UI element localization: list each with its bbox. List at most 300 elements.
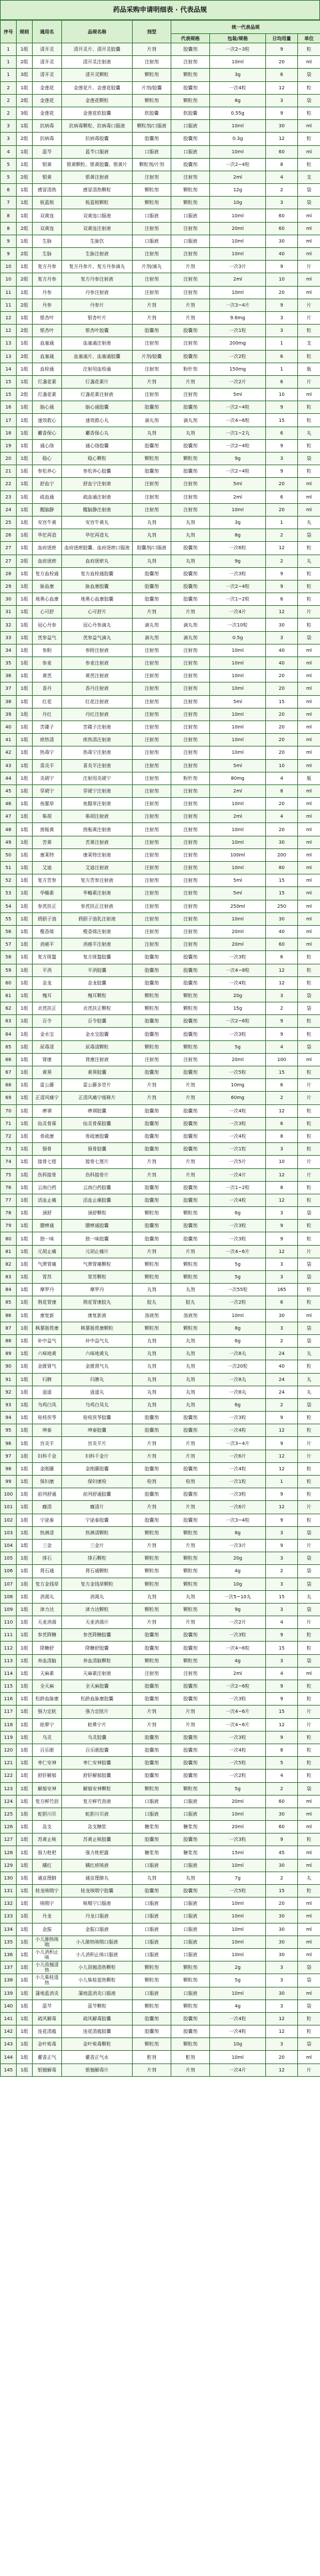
- cell-daily-dose: 2: [266, 529, 298, 542]
- cell-seq: 110: [1, 1616, 17, 1629]
- cell-seq: 129: [1, 1859, 17, 1872]
- cell-generic-name: 康复新: [33, 1309, 62, 1322]
- cell-dosage-form: 胶囊剂: [133, 1143, 171, 1156]
- cell-dosage-form: 注射剂: [133, 273, 171, 286]
- cell-product-name: 气滞胃痛颗粒: [62, 1258, 133, 1270]
- cell-generic-name: 小儿肺热咳喘: [33, 1935, 62, 1948]
- cell-pack: 一次2~4粒: [210, 465, 266, 478]
- cell-rep-spec: 丸剂: [171, 555, 210, 567]
- cell-generic-name: 独一味: [33, 1232, 62, 1245]
- cell-product-name: 冠心丹参滴丸: [62, 619, 133, 631]
- cell-product-name: 胃苏颗粒: [62, 1271, 133, 1284]
- cell-pack: 一次4~6片: [210, 1245, 266, 1258]
- cell-daily-dose: 1: [266, 1476, 298, 1488]
- cell-generic-name: 榄香烯: [33, 925, 62, 938]
- table-row: [1, 1885, 320, 1898]
- cell-pack: 10ml: [210, 644, 266, 656]
- cell-product-name: 藿香正气水: [62, 2051, 133, 2063]
- cell-dosage-form: 注射剂: [133, 670, 171, 682]
- table-row: [1, 862, 320, 874]
- cell-dosage-form: 糖浆剂: [133, 1846, 171, 1859]
- table-row: [1, 1935, 320, 1948]
- cell-daily-dose: 20: [266, 798, 298, 810]
- table-row: [1, 1194, 320, 1206]
- cell-rep-spec: 片剂: [171, 1168, 210, 1181]
- cell-dosage-form: 胶囊剂: [133, 2025, 171, 2038]
- cell-rep-spec: 酊剂: [171, 2051, 210, 2063]
- cell-daily-dose: 8: [266, 784, 298, 797]
- cell-group: 1组: [17, 836, 33, 848]
- cell-product-name: 华佗再造丸: [62, 529, 133, 542]
- cell-rep-spec: 胶囊剂: [171, 81, 210, 94]
- cell-rep-spec: 颗粒剂: [171, 94, 210, 107]
- cell-daily-dose: 12: [266, 1194, 298, 1206]
- cell-generic-name: 茵栀黄: [33, 823, 62, 836]
- cell-daily-dose: 9: [266, 1232, 298, 1245]
- cell-seq: 113: [1, 1654, 17, 1667]
- table-row: [1, 798, 320, 810]
- cell-group: 1组: [17, 848, 33, 861]
- cell-rep-spec: 胶囊剂: [171, 1514, 210, 1526]
- cell-group: 2组: [17, 555, 33, 567]
- cell-dosage-form: 片剂/滴丸: [133, 261, 171, 273]
- cell-product-name: 舒血宁注射液: [62, 478, 133, 491]
- table-row: [1, 414, 320, 427]
- cell-daily-dose: 12: [266, 606, 298, 619]
- cell-seq: 60: [1, 976, 17, 989]
- table-row: [1, 1398, 320, 1411]
- cell-dosage-form: 颗粒剂: [133, 184, 171, 197]
- cell-dosage-form: 丸剂: [133, 555, 171, 567]
- cell-product-name: 参芪降糖胶囊: [62, 1629, 133, 1642]
- cell-rep-spec: 颗粒剂: [171, 69, 210, 81]
- cell-seq: 11: [1, 286, 17, 299]
- cell-unit: 粒: [298, 1181, 320, 1194]
- cell-product-name: 前列舒通胶囊: [62, 1488, 133, 1501]
- cell-pack: 一次2~6粒: [210, 1015, 266, 1028]
- col-header-rep-group: 统一代表品规: [171, 21, 320, 34]
- cell-generic-name: 芪参益气: [33, 631, 62, 644]
- cell-product-name: 注射用炎琥宁: [62, 772, 133, 784]
- table-header: [1, 21, 320, 43]
- cell-product-name: 贞芪扶正颗粒: [62, 1002, 133, 1015]
- cell-dosage-form: 胶囊剂: [133, 1194, 171, 1206]
- cell-daily-dose: 9: [266, 107, 298, 119]
- cell-unit: 袋: [298, 453, 320, 465]
- cell-group: 1组: [17, 1168, 33, 1181]
- cell-seq: 91: [1, 1373, 17, 1386]
- cell-daily-dose: 40: [266, 248, 298, 261]
- cell-generic-name: 复方丹参: [33, 273, 62, 286]
- cell-seq: 3: [1, 120, 17, 133]
- table-row: [1, 261, 320, 273]
- cell-dosage-form: 颗粒剂: [133, 1565, 171, 1578]
- cell-seq: 2: [1, 81, 17, 94]
- table-row: [1, 746, 320, 759]
- cell-daily-dose: 60: [266, 1795, 298, 1808]
- cell-dosage-form: 口服液: [133, 1948, 171, 1961]
- cell-dosage-form: 注射剂: [133, 491, 171, 503]
- cell-seq: 1: [1, 69, 17, 81]
- cell-unit: 粒: [298, 158, 320, 171]
- cell-group: 1组: [17, 1923, 33, 1935]
- cell-unit: ml: [298, 235, 320, 247]
- cell-dosage-form: 口服液: [133, 145, 171, 158]
- cell-pack: 一次2粒: [210, 1770, 266, 1782]
- table-row: [1, 1424, 320, 1437]
- cell-seq: 2: [1, 94, 17, 107]
- cell-daily-dose: 9: [266, 299, 298, 311]
- cell-generic-name: 摩罗丹: [33, 1284, 62, 1296]
- cell-product-name: 摩罗丹: [62, 1284, 133, 1296]
- cell-generic-name: 银杏叶: [33, 325, 62, 337]
- cell-dosage-form: 口服液: [133, 235, 171, 247]
- cell-seq: 144: [1, 2051, 17, 2063]
- cell-product-name: 槐耳颗粒: [62, 989, 133, 1002]
- cell-seq: 90: [1, 1360, 17, 1373]
- cell-group: 1组: [17, 1821, 33, 1834]
- cell-product-name: 丹龙口服液: [62, 1910, 133, 1923]
- cell-daily-dose: 6: [266, 951, 298, 964]
- cell-product-name: 榄香烯注射液: [62, 925, 133, 938]
- cell-daily-dose: 4: [266, 772, 298, 784]
- cell-pack: 2g: [210, 1961, 266, 1974]
- cell-daily-dose: 40: [266, 644, 298, 656]
- cell-product-name: 肾康注射液: [62, 1053, 133, 1066]
- table-row: [1, 337, 320, 350]
- cell-generic-name: 黄芪: [33, 670, 62, 682]
- cell-generic-name: 鸦胆子油: [33, 912, 62, 925]
- cell-generic-name: 板蓝根: [33, 197, 62, 209]
- cell-rep-spec: 粉针剂: [171, 363, 210, 375]
- table-row: [1, 1603, 320, 1616]
- cell-product-name: 柴胡注射液: [62, 810, 133, 823]
- cell-rep-spec: 胶囊剂: [171, 1629, 210, 1642]
- cell-pack: 3g: [210, 69, 266, 81]
- cell-group: 1组: [17, 2025, 33, 2038]
- cell-unit: 粒: [298, 1360, 320, 1373]
- cell-dosage-form: 胶囊剂: [133, 1104, 171, 1117]
- cell-daily-dose: 3: [266, 1143, 298, 1156]
- cell-group: 1组: [17, 311, 33, 324]
- cell-seq: 143: [1, 2038, 17, 2051]
- cell-rep-spec: 注射剂: [171, 810, 210, 823]
- cell-rep-spec: 丸剂: [171, 1360, 210, 1373]
- cell-generic-name: 橘红: [33, 1859, 62, 1872]
- cell-seq: 19: [1, 439, 17, 452]
- cell-pack: 10ml: [210, 708, 266, 720]
- cell-rep-spec: 注射剂: [171, 222, 210, 235]
- cell-daily-dose: 9: [266, 1412, 298, 1424]
- cell-group: 1组: [17, 363, 33, 375]
- table-row: [1, 580, 320, 593]
- cell-unit: 袋: [298, 1334, 320, 1347]
- cell-group: 1组: [17, 1398, 33, 1411]
- cell-group: 1组: [17, 1309, 33, 1322]
- cell-rep-spec: 片剂: [171, 1718, 210, 1731]
- cell-pack: 一次3粒: [210, 1488, 266, 1501]
- cell-dosage-form: 颗粒剂: [133, 197, 171, 209]
- cell-dosage-form: 胶囊剂: [133, 1232, 171, 1245]
- cell-daily-dose: 9: [266, 1015, 298, 1028]
- cell-unit: 袋: [298, 1002, 320, 1015]
- cell-unit: 袋: [298, 1961, 320, 1974]
- cell-unit: ml: [298, 286, 320, 299]
- cell-dosage-form: 口服液: [133, 1808, 171, 1820]
- cell-seq: 131: [1, 1885, 17, 1898]
- cell-product-name: 活血止痛胶囊: [62, 1194, 133, 1206]
- cell-unit: 粒: [298, 1232, 320, 1245]
- cell-product-name: 小儿豉翘清热颗粒: [62, 1961, 133, 1974]
- cell-rep-spec: 颗粒剂: [171, 1578, 210, 1590]
- cell-unit: 袋: [298, 1040, 320, 1053]
- cell-product-name: 麝香保心丸: [62, 427, 133, 439]
- cell-generic-name: 热淋清: [33, 1526, 62, 1539]
- cell-generic-name: 双黄连: [33, 209, 62, 222]
- table-row: [1, 1948, 320, 1961]
- cell-dosage-form: 口服液: [133, 1898, 171, 1910]
- cell-dosage-form: 颗粒剂: [133, 94, 171, 107]
- cell-generic-name: 逍遥: [33, 1386, 62, 1398]
- table-row: [1, 1104, 320, 1117]
- cell-pack: 一次3粒: [210, 1232, 266, 1245]
- cell-rep-spec: 胶囊剂: [171, 43, 210, 56]
- cell-rep-spec: 注射剂: [171, 1053, 210, 1066]
- table-row: [1, 516, 320, 529]
- cell-unit: 片: [298, 1718, 320, 1731]
- cell-pack: 一次2~6粒: [210, 1680, 266, 1693]
- cell-generic-name: 华佗再造: [33, 529, 62, 542]
- cell-group: 1组: [17, 631, 33, 644]
- cell-generic-name: 前列舒通: [33, 1488, 62, 1501]
- table-row: [1, 1348, 320, 1360]
- cell-daily-dose: 8: [266, 1130, 298, 1142]
- cell-unit: 粒: [298, 580, 320, 593]
- cell-daily-dose: 6: [266, 593, 298, 606]
- cell-group: 1组: [17, 1910, 33, 1923]
- cell-product-name: 云南白药胶囊: [62, 1181, 133, 1194]
- cell-rep-spec: 片剂: [171, 2063, 210, 2076]
- cell-unit: 片: [298, 1168, 320, 1181]
- cell-rep-spec: 颗粒剂: [171, 453, 210, 465]
- cell-group: 1组: [17, 1961, 33, 1974]
- cell-product-name: 苏黄止咳胶囊: [62, 1834, 133, 1846]
- cell-rep-spec: 片剂: [171, 375, 210, 388]
- cell-group: 1组: [17, 784, 33, 797]
- cell-daily-dose: 3: [266, 1999, 298, 2012]
- cell-seq: 120: [1, 1744, 17, 1756]
- table-row: [1, 989, 320, 1002]
- cell-dosage-form: 胶囊剂: [133, 2012, 171, 2025]
- cell-group: 1组: [17, 657, 33, 670]
- cell-generic-name: 活血止痛: [33, 1194, 62, 1206]
- cell-generic-name: 苦碟子: [33, 720, 62, 733]
- cell-pack: 5ml: [210, 478, 266, 491]
- cell-generic-name: 蓝芩: [33, 145, 62, 158]
- cell-seq: 53: [1, 887, 17, 900]
- cell-generic-name: 通宣理肺: [33, 1872, 62, 1884]
- cell-rep-spec: 注射剂: [171, 478, 210, 491]
- cell-daily-dose: 9: [266, 1488, 298, 1501]
- cell-daily-dose: 30: [266, 235, 298, 247]
- cell-seq: 79: [1, 1220, 17, 1232]
- cell-product-name: 生脉注射液: [62, 248, 133, 261]
- cell-generic-name: 清开灵: [33, 56, 62, 69]
- cell-product-name: 急支糖浆: [62, 1821, 133, 1834]
- cell-rep-spec: 片剂: [171, 1437, 210, 1450]
- cell-dosage-form: 片剂/胶囊: [133, 81, 171, 94]
- cell-generic-name: 银黄: [33, 158, 62, 171]
- cell-product-name: 蓝芩颗粒: [62, 1999, 133, 2012]
- cell-seq: 8: [1, 209, 17, 222]
- cell-generic-name: 通心络: [33, 439, 62, 452]
- cell-product-name: 逍遥丸: [62, 1386, 133, 1398]
- cell-rep-spec: 片剂: [171, 311, 210, 324]
- cell-generic-name: 小儿消积止咳: [33, 1948, 62, 1961]
- cell-unit: ml: [298, 798, 320, 810]
- cell-seq: 119: [1, 1731, 17, 1744]
- cell-group: 1组: [17, 619, 33, 631]
- cell-dosage-form: 胶囊剂: [133, 964, 171, 976]
- cell-rep-spec: 注射剂: [171, 644, 210, 656]
- cell-generic-name: 血府逐瘀: [33, 555, 62, 567]
- cell-rep-spec: 注射剂: [171, 798, 210, 810]
- cell-generic-name: 红花: [33, 695, 62, 708]
- cell-unit: 粒: [298, 619, 320, 631]
- cell-product-name: 宫炎平片: [62, 1437, 133, 1450]
- cell-daily-dose: 4: [266, 171, 298, 183]
- cell-dosage-form: 注射剂: [133, 695, 171, 708]
- cell-rep-spec: 胶囊剂: [171, 1424, 210, 1437]
- cell-dosage-form: 丸剂: [133, 1284, 171, 1296]
- cell-daily-dose: 3: [266, 1322, 298, 1334]
- cell-daily-dose: 3: [266, 1207, 298, 1220]
- cell-unit: 粒: [298, 1462, 320, 1475]
- cell-product-name: 排石颗粒: [62, 1552, 133, 1565]
- cell-product-name: 复方鲜竹沥液: [62, 1795, 133, 1808]
- table-row: [1, 542, 320, 555]
- cell-seq: 103: [1, 1526, 17, 1539]
- cell-seq: 141: [1, 2012, 17, 2025]
- cell-product-name: 小儿柴桂退热颗粒: [62, 1974, 133, 1987]
- cell-pack: 10ml: [210, 823, 266, 836]
- cell-product-name: 金匮肾气丸: [62, 1360, 133, 1373]
- table-row: [1, 1654, 320, 1667]
- cell-product-name: 康复新液: [62, 1309, 133, 1322]
- cell-dosage-form: 糖浆剂: [133, 1821, 171, 1834]
- cell-seq: 92: [1, 1386, 17, 1398]
- cell-rep-spec: 胶囊剂: [171, 542, 210, 555]
- cell-pack: 2ml: [210, 171, 266, 183]
- cell-group: 1组: [17, 1501, 33, 1514]
- table-row: [1, 1782, 320, 1795]
- table-row: [1, 1412, 320, 1424]
- cell-generic-name: 金莲花: [33, 81, 62, 94]
- cell-daily-dose: 15: [266, 695, 298, 708]
- cell-rep-spec: 口服液: [171, 145, 210, 158]
- cell-generic-name: 香丹: [33, 682, 62, 695]
- table-row: [1, 1092, 320, 1104]
- cell-dosage-form: 注射剂: [133, 389, 171, 401]
- cell-group: 1组: [17, 1258, 33, 1270]
- cell-rep-spec: 丸剂: [171, 1590, 210, 1603]
- cell-dosage-form: 注射剂: [133, 478, 171, 491]
- cell-group: 1组: [17, 1795, 33, 1808]
- table-row: [1, 1539, 320, 1552]
- cell-rep-spec: 片剂: [171, 1706, 210, 1718]
- cell-daily-dose: 3: [266, 94, 298, 107]
- cell-dosage-form: 胶囊剂: [133, 976, 171, 989]
- cell-unit: ml: [298, 1898, 320, 1910]
- cell-group: 1组: [17, 964, 33, 976]
- table-row: [1, 235, 320, 247]
- table-row: [1, 720, 320, 733]
- cell-unit: ml: [298, 1987, 320, 1999]
- table-row: [1, 836, 320, 848]
- cell-group: 1组: [17, 1220, 33, 1232]
- cell-product-name: 香丹注射液: [62, 682, 133, 695]
- cell-dosage-form: 胶囊剂: [133, 951, 171, 964]
- cell-rep-spec: 口服液: [171, 120, 210, 133]
- cell-seq: 107: [1, 1578, 17, 1590]
- cell-rep-spec: 胶囊剂: [171, 465, 210, 478]
- cell-generic-name: 蒲地蓝消炎: [33, 1987, 62, 1999]
- cell-daily-dose: 30: [266, 619, 298, 631]
- cell-group: 1组: [17, 375, 33, 388]
- table-row: [1, 1706, 320, 1718]
- cell-product-name: 肾石通颗粒: [62, 1565, 133, 1578]
- cell-pack: 一次3粒: [210, 1220, 266, 1232]
- cell-product-name: 坤泰胶囊: [62, 1424, 133, 1437]
- cell-pack: 3g: [210, 516, 266, 529]
- cell-seq: 105: [1, 1552, 17, 1565]
- cell-rep-spec: 注射剂: [171, 862, 210, 874]
- cell-group: 1组: [17, 81, 33, 94]
- cell-pack: 一次2~4粒: [210, 439, 266, 452]
- cell-pack: 一次2片: [210, 1616, 266, 1629]
- cell-unit: ml: [298, 823, 320, 836]
- cell-rep-spec: 滴丸剂: [171, 631, 210, 644]
- cell-rep-spec: 颗粒剂: [171, 1040, 210, 1053]
- cell-unit: 粒: [298, 1015, 320, 1028]
- cell-rep-spec: 注射剂: [171, 734, 210, 746]
- table-row: [1, 1015, 320, 1028]
- cell-pack: 一次4片: [210, 1168, 266, 1181]
- cell-group: 1组: [17, 1808, 33, 1820]
- cell-rep-spec: 注射剂: [171, 248, 210, 261]
- cell-dosage-form: 栓剂: [133, 1476, 171, 1488]
- cell-unit: 片: [298, 1501, 320, 1514]
- cell-daily-dose: 30: [266, 120, 298, 133]
- cell-dosage-form: 注射剂: [133, 644, 171, 656]
- cell-seq: 16: [1, 401, 17, 414]
- cell-pack: 一次4~6粒: [210, 1642, 266, 1654]
- cell-daily-dose: 2: [266, 1782, 298, 1795]
- cell-seq: 123: [1, 1782, 17, 1795]
- cell-group: 1组: [17, 1859, 33, 1872]
- cell-rep-spec: 注射剂: [171, 784, 210, 797]
- cell-daily-dose: 3: [266, 1961, 298, 1974]
- cell-dosage-form: 胶囊剂: [133, 1028, 171, 1040]
- cell-rep-spec: 胶囊剂: [171, 1028, 210, 1040]
- cell-group: 1组: [17, 862, 33, 874]
- cell-product-name: 热淋清颗粒: [62, 1526, 133, 1539]
- table-row: [1, 670, 320, 682]
- cell-dosage-form: 胶囊剂: [133, 1629, 171, 1642]
- cell-seq: 45: [1, 784, 17, 797]
- cell-unit: 丸: [298, 427, 320, 439]
- cell-pack: 20ml: [210, 1053, 266, 1066]
